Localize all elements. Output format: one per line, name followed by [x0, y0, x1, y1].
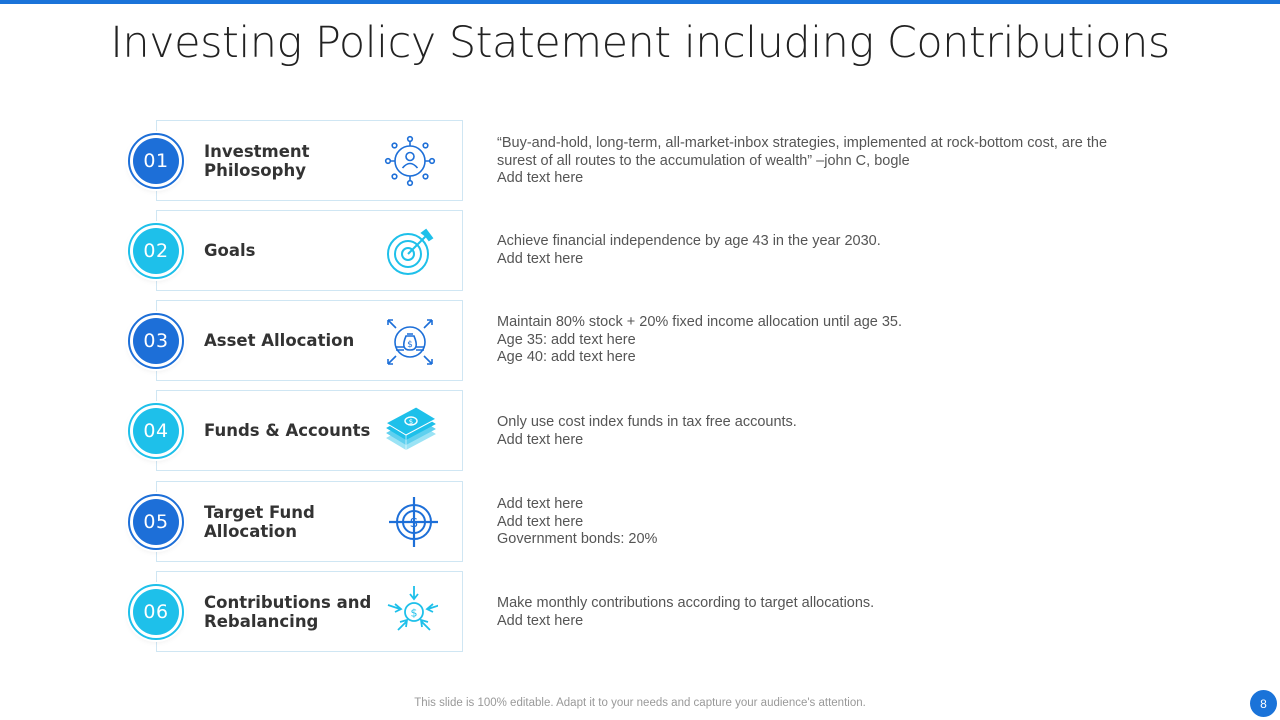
item-label: Target Fund Allocation [204, 502, 315, 541]
list-item [0, 210, 1280, 292]
item-description: Make monthly contributions according to target allocations. Add text here [497, 595, 875, 629]
item-label: Funds & Accounts [204, 421, 371, 440]
page-number: 8 [1250, 690, 1277, 717]
item-label: Asset Allocation [204, 331, 355, 350]
item-description: Add text here Add text here Government bonds: 20% [497, 496, 658, 547]
footer-note: This slide is 100% editable. Adapt it to your needs and capture your audience's attention. [414, 697, 866, 709]
number-badge: 04 [128, 403, 184, 459]
number-badge: 05 [128, 494, 184, 550]
list-item [0, 481, 1280, 563]
dollar-crosshair-icon [382, 495, 438, 549]
number-badge: 06 [128, 584, 184, 640]
svg-text:$: $ [410, 606, 418, 620]
page-title: Investing Policy Statement including Contributions [110, 18, 1170, 68]
cash-stack-icon [382, 404, 438, 458]
item-description: Only use cost index funds in tax free accounts. Add text here [497, 414, 797, 448]
item-label: Investment Philosophy [204, 141, 310, 180]
top-accent-bar [0, 0, 1280, 4]
number-badge: 02 [128, 223, 184, 279]
item-label: Contributions and Rebalancing [204, 592, 372, 631]
number-badge: 01 [128, 133, 184, 189]
list-item [0, 571, 1280, 653]
target-arrow-icon [382, 224, 438, 278]
svg-text:$: $ [408, 418, 414, 426]
user-network-icon [382, 134, 438, 188]
svg-text:$: $ [407, 340, 413, 350]
svg-text:$: $ [409, 515, 419, 531]
list-item [0, 390, 1280, 472]
item-description: “Buy-and-hold, long-term, all-market-inbox strategies, implemented at rock-bottom cost, are the surest of all routes to the accumulation of wealth” –john C, bogle Add text here [497, 135, 1108, 186]
money-bag-arrows-icon [382, 314, 438, 368]
item-label: Goals [204, 241, 256, 260]
list-item [0, 120, 1280, 202]
item-description: Achieve financial independence by age 43 in the year 2030. Add text here [497, 233, 881, 267]
list-item [0, 300, 1280, 382]
number-badge: 03 [128, 313, 184, 369]
dollar-inward-arrows-icon [382, 585, 438, 639]
item-description: Maintain 80% stock + 20% fixed income allocation until age 35. Age 35: add text here Age 40: add text here [497, 314, 903, 365]
